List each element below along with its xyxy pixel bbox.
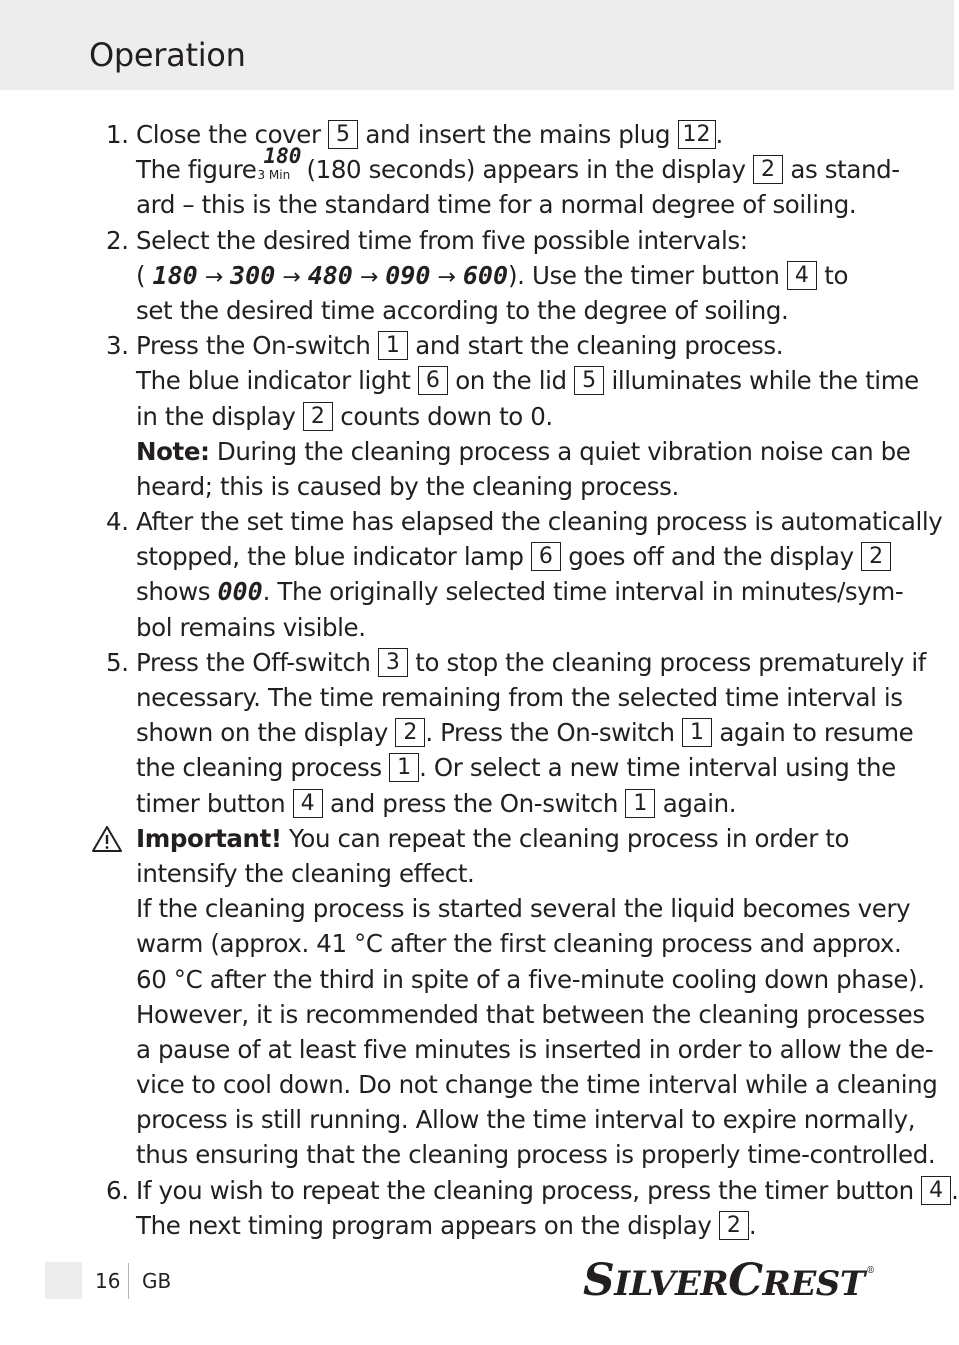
text-run: Press the On-switch [136,331,378,361]
part-reference: 1 [378,331,408,360]
brand-logo: SILVERCREST ® [583,1255,875,1306]
text-run: shows [136,577,218,607]
text-line [0,1067,954,1102]
warning-icon [91,825,123,853]
text-line [0,926,954,961]
text-run: . [951,1175,959,1205]
text-line [0,891,954,926]
text-run: The figure [136,155,257,185]
text-run: During the cleaning process a quiet vibration noise can be [209,436,911,466]
text-run: shown on the display [136,718,396,748]
text-run: After the set time has elapsed the cleaning process is automatically [136,507,943,537]
text-run: timer button [136,788,293,818]
text-run: warm (approx. 41 °C after the first cleaning process and approx. [136,929,902,959]
part-reference: 4 [293,789,323,818]
part-reference: 2 [719,1211,749,1240]
text-run: The next timing program appears on the display [136,1210,719,1240]
text-run: Close the cover [136,120,329,149]
text-run: You can repeat the cleaning process in order to [281,823,850,853]
text-run: to [816,260,849,290]
text-line [0,293,954,328]
text-run: . Press the On-switch [425,718,683,748]
text-line [0,645,954,680]
text-line [0,750,954,785]
part-reference: 4 [921,1176,951,1205]
text-run: again to resume [712,718,914,748]
text-line [0,680,954,715]
step-number: 6. [106,1175,129,1205]
text-run: necessary. The time remaining from the selected time interval is [136,683,903,712]
text-line [0,997,954,1032]
display-digits: 000 [217,577,263,607]
part-reference: 1 [625,789,655,818]
text-line [0,574,954,609]
text-line [0,328,954,363]
text-run: and press the On-switch [322,788,626,818]
text-run: . [748,1210,757,1240]
text-line [0,1102,954,1137]
step-number: 2. [106,225,129,255]
text-run: and insert the mains plug [358,120,678,149]
emphasis-label: Note: [136,436,210,466]
text-run: set the desired time according to the degree of soiling. [136,295,789,325]
language-code: GB [142,1269,172,1293]
part-reference: 1 [389,753,419,782]
footer-box [45,1262,82,1299]
display-digits: 480 [307,260,353,290]
page-number: 16 [95,1269,121,1293]
part-reference: 2 [303,402,333,431]
text-line [0,363,954,398]
text-line [0,117,954,152]
text-run: process is still running. Allow the time interval to expire normally, [136,1105,916,1135]
text-line [0,715,954,750]
text-run: as stand- [783,155,900,185]
text-line [0,1137,954,1172]
step-number: 4. [106,507,129,537]
text-line [0,223,954,258]
text-run: If the cleaning process is started several the liquid becomes very [136,894,911,924]
part-reference: 2 [395,718,425,747]
text-run: . [715,120,723,149]
part-reference: 2 [753,155,783,184]
part-reference: 4 [787,261,817,290]
text-line [0,504,954,539]
part-reference: 3 [378,648,408,677]
arrow-right-icon: → [352,264,386,290]
arrow-right-icon: → [197,264,231,290]
text-run: . Or select a new time interval using the [419,753,896,783]
display-digits: 180 [152,260,198,290]
text-run: goes off and the display [560,542,862,572]
part-reference: 5 [574,366,604,395]
text-line [0,144,954,187]
text-line [0,258,954,293]
text-run: The blue indicator light [136,366,418,396]
part-reference: 1 [682,718,712,747]
text-run: ard – this is the standard time for a normal degree of soiling. [136,190,857,220]
text-line [0,1032,954,1067]
text-line [0,1173,959,1208]
minutes-label: 3 Min [257,168,291,183]
text-run: Select the desired time from five possible intervals: [136,225,748,255]
text-run: counts down to 0. [332,401,553,431]
part-reference: 6 [531,542,561,571]
text-run: illuminates while the time [604,366,919,396]
display-digits: 600 [462,260,509,290]
text-run: intensify the cleaning effect. [136,858,475,888]
text-run: ). Use the timer button [508,260,787,290]
arrow-right-icon: → [430,264,463,290]
text-run: (180 seconds) appears in the display [306,155,754,185]
part-reference: 6 [418,366,448,395]
text-line [0,1208,954,1243]
part-reference: 12 [678,120,716,149]
text-run: a pause of at least five minutes is inserted in order to allow the de- [136,1034,934,1064]
text-line [0,469,954,504]
text-run: bol remains visible. [136,612,366,642]
display-digits: 300 [230,260,276,290]
text-run: on the lid [447,366,575,396]
text-run: Press the Off-switch [136,647,378,677]
text-line [0,539,954,574]
arrow-right-icon: → [275,264,308,290]
text-run: However, it is recommended that between the cleaning processes [136,999,925,1029]
display-digits: 090 [385,260,431,290]
text-run: the cleaning process [136,753,390,783]
text-line [0,856,954,891]
text-run: vice to cool down. Do not change the time interval while a cleaning [136,1070,938,1100]
emphasis-label: Important! [136,823,282,853]
text-run: stopped, the blue indicator lamp [136,542,531,572]
text-run: ( [136,260,153,290]
text-line [0,187,954,222]
text-line [0,962,954,997]
text-line [0,610,954,645]
display-figure [257,144,302,183]
text-run: to stop the cleaning process prematurely if [407,647,926,677]
step-number: 1. [106,120,129,149]
footer-divider [128,1263,129,1299]
text-run: thus ensuring that the cleaning process is properly time-controlled. [136,1140,936,1170]
text-run: If you wish to repeat the cleaning process, press the timer button [136,1175,922,1205]
text-run: . The originally selected time interval in minutes/sym- [262,577,904,607]
text-run: and start the cleaning process. [407,331,784,361]
instruction-list [0,117,959,1243]
text-run: again. [655,788,737,818]
part-reference: 2 [861,542,891,571]
text-run: in the display [136,401,303,431]
page-title: Operation [89,36,246,74]
text-run: 60 °C after the third in spite of a five-minute cooling down phase). [136,964,925,994]
display-digits: 180 [263,144,302,169]
text-line [0,399,954,434]
text-run: heard; this is caused by the cleaning process. [136,471,679,501]
step-number: 3. [106,331,129,361]
text-line [0,434,954,469]
step-number: 5. [106,647,129,677]
text-line [0,786,954,821]
text-line [0,821,954,856]
part-reference: 5 [328,120,358,149]
